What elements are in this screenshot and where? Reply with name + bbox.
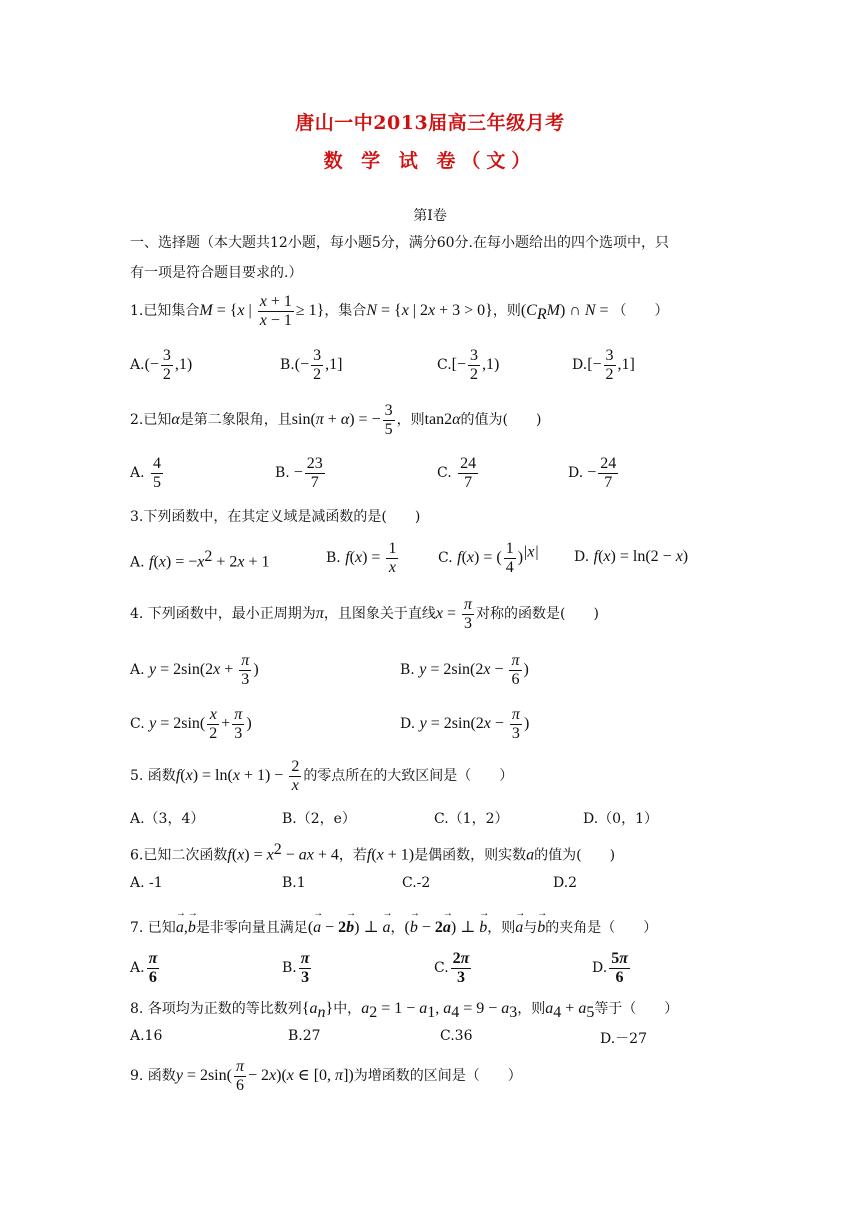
question-1-option-b: B.(− $\frac{3}{2}$ ,1] bbox=[280, 347, 343, 383]
question-5-option-a: A.（3，4） bbox=[130, 811, 205, 827]
question-4-option-a: A. y = 2sin(2x + $\frac{\pi}{3}$ ) bbox=[130, 652, 259, 688]
question-2-option-a: A. $\frac{4}{5}$ bbox=[130, 455, 162, 491]
question-5-option-c: C.（1，2） bbox=[434, 811, 509, 827]
question-4-option-d: D. y = 2sin(2x − $\frac{\pi}{3}$ ) bbox=[400, 706, 530, 742]
question-2: 2.已知α是第二象限角，且sin(π + α) = − $\frac{3}{5}$ ，则tan2α的值为( ) bbox=[130, 402, 542, 438]
question-5: 5. 函数f(x) = ln(x + 1) − $\frac{2}{x}$ 的零点所在的大致区间是（ ） bbox=[130, 758, 514, 794]
question-7-option-d: D. $\frac{5\pi}{6}$ bbox=[592, 950, 628, 986]
question-7-option-b: B. $\frac{\pi}{3}$ bbox=[282, 950, 310, 986]
question-1-option-c: C.[− $\frac{3}{2}$ ,1) bbox=[437, 347, 500, 383]
question-6-option-a: A. -1 bbox=[130, 875, 163, 891]
volume-label: 第Ⅰ卷 bbox=[413, 208, 447, 224]
question-2-option-d: D. − $\frac{24}{7}$ bbox=[568, 455, 617, 491]
question-8-option-d: D.－27 bbox=[600, 1031, 647, 1047]
question-4-option-b: B. y = 2sin(2x − $\frac{\pi}{6}$ ) bbox=[400, 652, 529, 688]
exam-subtitle: 数 学 试 卷（文） bbox=[323, 150, 537, 172]
question-2-option-c: C. $\frac{24}{7}$ bbox=[437, 455, 477, 491]
question-6: 6.已知二次函数$f(x) = x^2$ − ax + 4，若f(x + 1)是偶函数，则实数a的值为( ) bbox=[130, 841, 616, 864]
question-5-option-d: D.（0，1） bbox=[583, 811, 658, 827]
question-8-option-a: A.16 bbox=[130, 1028, 163, 1044]
question-3-option-c: C. f(x) = ( $\frac{1}{4}$ )$^{|x|}$ bbox=[438, 540, 539, 576]
question-5-option-b: B.（2，e） bbox=[282, 811, 356, 827]
section-instructions-line2: 有一项是符合题目要求的.） bbox=[130, 265, 303, 281]
question-3-option-a: A. $f(x) = -x^2 + 2x + 1$ bbox=[130, 548, 270, 571]
question-6-option-b: B.1 bbox=[282, 875, 306, 891]
question-6-option-d: D.2 bbox=[553, 875, 578, 891]
question-1-option-a: A.(− $\frac{3}{2}$ ,1) bbox=[130, 347, 193, 383]
question-9: 9. 函数y = 2sin( $\frac{\pi}{6}$ − 2x)(x ∈ [0, π])为增函数的区间是（ ） bbox=[130, 1058, 522, 1094]
question-3-option-b: B. f(x) = $\frac{1}{x}$ bbox=[326, 540, 397, 576]
question-4: 4. 下列函数中，最小正周期为π，且图象关于直线x = $\frac{\pi}{3}$ 对称的函数是( ) bbox=[130, 596, 599, 632]
question-1-option-d: D.[− $\frac{3}{2}$ ,1] bbox=[572, 347, 635, 383]
question-4-option-c: C. y = 2sin( $\frac{x}{2}$ + $\frac{\pi}{3}$ ) bbox=[130, 706, 252, 742]
question-3: 3.下列函数中，在其定义域是减函数的是( ) bbox=[130, 509, 421, 525]
question-8-option-c: C.36 bbox=[440, 1028, 473, 1044]
question-6-option-c: C.-2 bbox=[402, 875, 431, 891]
exam-title: 唐山一中2013届高三年级月考 bbox=[295, 112, 565, 134]
question-7: 7. 已知→ a,→ b是非零向量且满足(→ a − 2→ b) ⊥ → a，(→ b − 2→ a) ⊥ → b，则→ a与→ b的夹角是（ ） bbox=[130, 917, 657, 937]
question-7-option-c: C. $\frac{2\pi}{3}$ bbox=[434, 950, 470, 986]
question-2-option-b: B. − $\frac{23}{7}$ bbox=[275, 455, 323, 491]
question-3-option-d: D. f(x) = ln(2 − x) bbox=[574, 548, 689, 565]
question-1: 1.已知集合M = {x | $\frac{x + 1}{x - 1}$ ≥ 1}，集合N = {x | 2x + 3 > 0}，则$(C_RM)$ ∩ N = （ ） bbox=[130, 293, 669, 329]
question-8: 8. 各项均为正数的等比数列$\{a_n\}$中，$a_2 = 1 - a_1$, $a_4 = 9 - a_3$，则$a_4 + a_5$等于（ ） bbox=[130, 1000, 679, 1021]
question-8-option-b: B.27 bbox=[288, 1028, 321, 1044]
section-instructions-line1: 一、选择题（本大题共12小题，每小题5分，满分60分.在每小题给出的四个选项中，只 bbox=[130, 235, 669, 251]
question-7-option-a: A. $\frac{\pi}{6}$ bbox=[130, 950, 158, 986]
